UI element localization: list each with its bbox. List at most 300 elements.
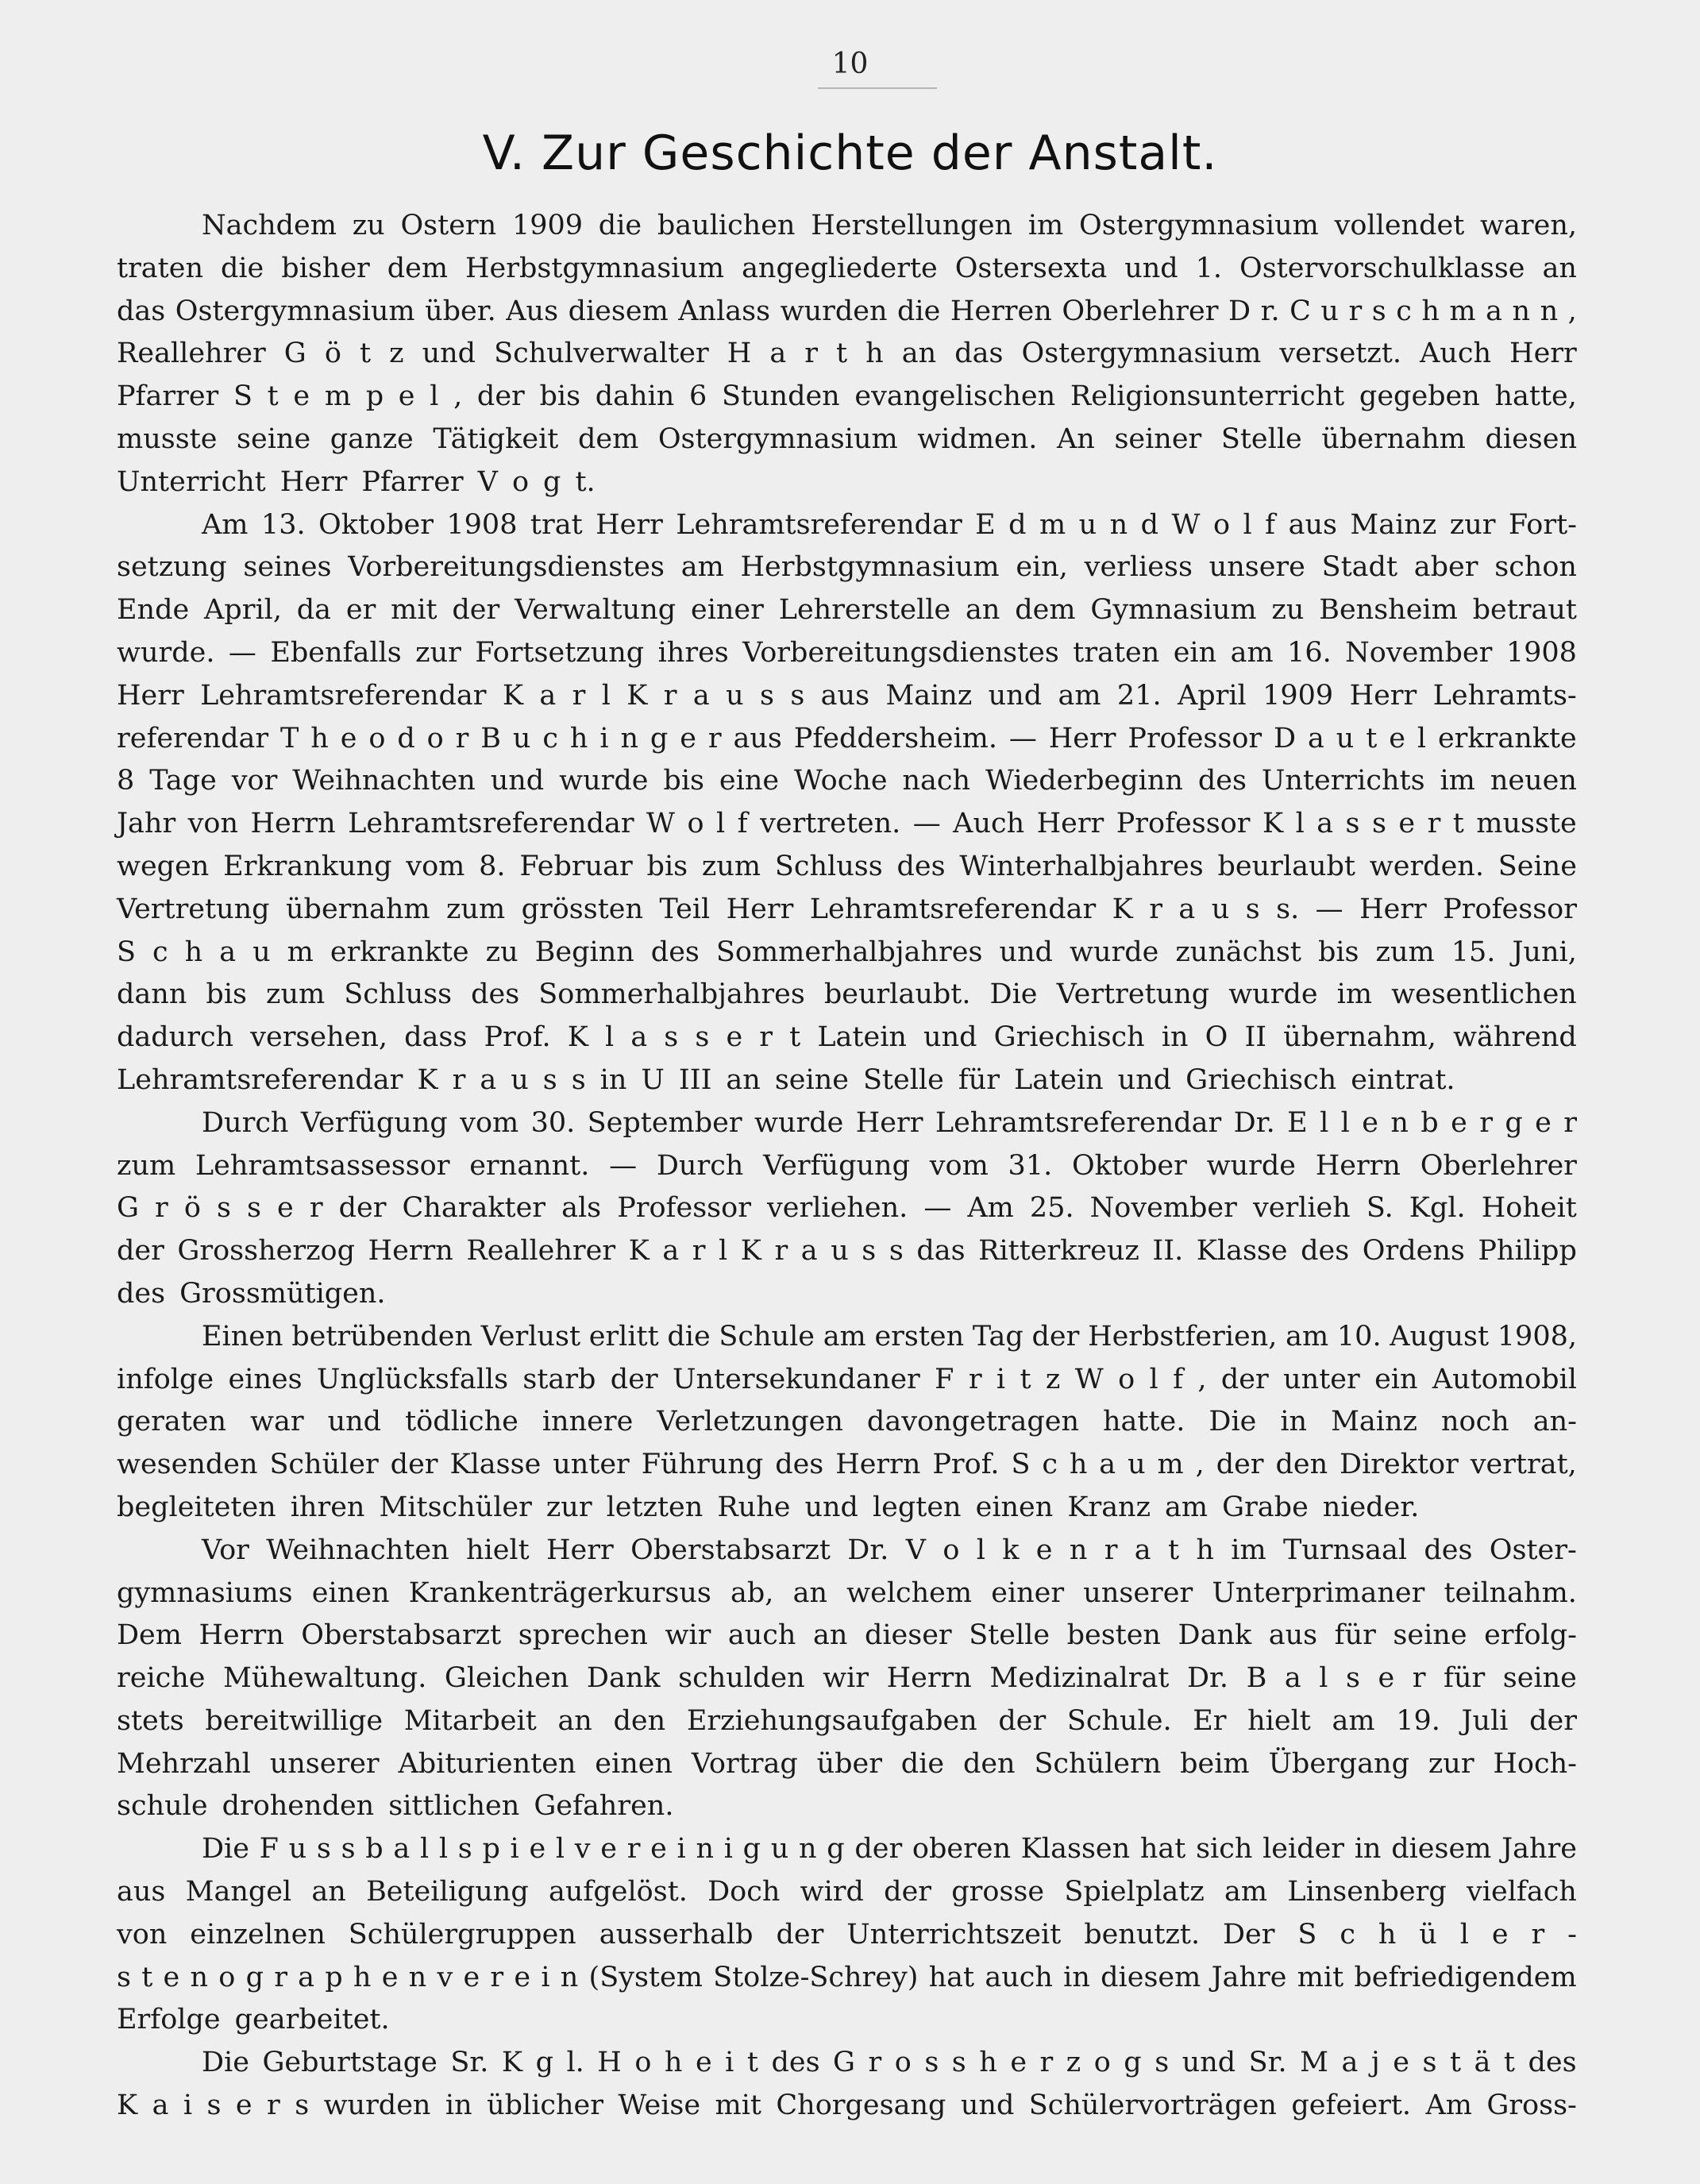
word: n <box>798 1833 817 1866</box>
word: m <box>287 936 314 968</box>
word: a <box>1486 295 1502 327</box>
word: September <box>587 1106 742 1139</box>
word: einer <box>991 1576 1065 1609</box>
word: n <box>1069 1534 1088 1566</box>
word: Oberstabsarzt <box>301 1619 502 1652</box>
word: Mitschüler <box>379 1491 532 1523</box>
word: m <box>1449 295 1476 327</box>
word: t <box>1449 2047 1462 2079</box>
word: Philipp <box>1478 1235 1577 1268</box>
word: s. <box>1276 893 1300 925</box>
word: im <box>1231 1534 1266 1566</box>
word: wesenden <box>117 1449 258 1481</box>
word: g <box>1505 1106 1523 1139</box>
word: t <box>1452 808 1464 840</box>
word: ä <box>1474 2047 1491 2079</box>
text-line <box>117 889 1577 932</box>
word: t <box>267 380 279 413</box>
word: wurde <box>1069 936 1159 968</box>
word: Führung <box>641 1449 764 1481</box>
word: Weihnachten <box>292 765 476 797</box>
word: e <box>600 1833 617 1866</box>
word: K <box>117 2089 138 2122</box>
word: e <box>1035 1534 1053 1566</box>
word: hielt <box>465 1534 530 1566</box>
word: bis <box>206 978 247 1011</box>
word: c <box>1396 295 1412 327</box>
word: e <box>463 1961 480 1993</box>
word: Doch <box>707 1876 781 1908</box>
word: Mehrzahl <box>117 1747 251 1780</box>
word: versetzt. <box>1279 338 1401 370</box>
text-line <box>117 1102 1577 1145</box>
word: e <box>1451 1106 1467 1139</box>
word: des <box>1301 1235 1350 1268</box>
word: und <box>490 765 545 797</box>
word: wir <box>823 1662 869 1695</box>
word: den <box>962 1747 1016 1780</box>
word: o <box>511 465 530 498</box>
word: r <box>868 2047 882 2079</box>
word: einer <box>690 594 764 627</box>
word: Professor <box>1443 893 1577 925</box>
word: S. <box>1366 1192 1394 1225</box>
word: s <box>316 1833 331 1866</box>
word: gearbeitet. <box>234 2004 390 2036</box>
word: T <box>280 722 299 754</box>
word: dem <box>577 423 639 455</box>
word: und <box>923 1021 977 1054</box>
page-number: 10 <box>831 48 869 80</box>
word: aus <box>733 722 782 754</box>
word: Latein <box>817 1021 907 1054</box>
word: erfolg- <box>1484 1619 1577 1652</box>
word: r <box>455 722 469 754</box>
word: b <box>1421 1106 1439 1139</box>
word: II <box>1244 1021 1267 1054</box>
word: neuen <box>1490 765 1577 797</box>
word: Lehramtsreferendar <box>809 893 1097 925</box>
word: Oberstabsarzt <box>630 1534 831 1566</box>
word: II. <box>1152 1235 1184 1268</box>
word: am <box>1058 679 1101 712</box>
word: ausserhalb <box>599 1918 754 1951</box>
word: s <box>117 1961 131 1993</box>
word: r <box>663 679 677 712</box>
word: Vor <box>202 1534 249 1566</box>
word: Nachdem <box>202 210 337 241</box>
text-line <box>117 803 1577 846</box>
word: r <box>1479 1106 1493 1139</box>
word: auch <box>985 1961 1053 1993</box>
word: m <box>1039 508 1066 541</box>
word: und <box>804 1491 858 1523</box>
word: übernahm <box>286 893 430 925</box>
word: 16. <box>1287 636 1332 669</box>
text-line <box>117 333 1577 376</box>
word: wurde <box>1228 978 1318 1011</box>
word: auch <box>727 1619 796 1652</box>
word: zunächst <box>1175 936 1301 968</box>
word: i <box>996 1363 1006 1395</box>
word: Beteiligung <box>366 1876 529 1908</box>
word: seine <box>237 423 311 455</box>
word: z <box>1045 1363 1061 1395</box>
word: a <box>219 936 237 968</box>
word: t <box>1503 2047 1515 2079</box>
word: mit <box>1297 1961 1344 1993</box>
word: Schluss <box>344 978 453 1011</box>
word: Herr <box>596 508 663 541</box>
word: wesentlichen <box>1391 978 1577 1011</box>
word: a <box>1316 808 1334 840</box>
word: vom <box>406 850 465 882</box>
text-line <box>117 1530 1577 1572</box>
word: Erziehungsaufgaben <box>686 1704 977 1737</box>
word: dem <box>387 252 449 284</box>
word: a <box>152 2089 169 2122</box>
word: betrübenden <box>291 1320 473 1352</box>
word: zur <box>545 1491 592 1523</box>
word: K <box>501 2047 523 2079</box>
word: o <box>1212 508 1231 541</box>
word: u <box>252 936 271 968</box>
word: April, <box>204 594 282 627</box>
word: einen <box>311 1576 390 1609</box>
word: von <box>117 1918 168 1951</box>
word: W <box>1171 508 1201 541</box>
word: Sommerhalbjahres <box>715 936 983 968</box>
text-line <box>117 2042 1577 2085</box>
word: wird <box>800 1876 864 1908</box>
word: eintrat. <box>1351 1063 1455 1096</box>
word: c <box>152 936 168 968</box>
word: t <box>1020 1363 1031 1395</box>
word: 25. <box>1029 1192 1074 1225</box>
word: e <box>277 1192 294 1225</box>
text-line <box>117 1657 1577 1700</box>
word: e <box>293 380 310 413</box>
word: Klassen <box>1020 1833 1131 1866</box>
word: Reallehrer <box>466 1235 616 1268</box>
word: u <box>1320 295 1339 327</box>
word: der <box>117 1235 164 1268</box>
word: r <box>759 1021 773 1054</box>
word: Unterricht <box>117 465 266 498</box>
word: noch <box>1440 1406 1509 1438</box>
word: widmen. <box>917 423 1038 455</box>
word: Herrn <box>368 1235 453 1268</box>
word: Grossmütigen. <box>179 1277 386 1310</box>
word: der <box>452 594 500 627</box>
word: M <box>1300 2047 1329 2079</box>
word: Lehramtsreferendar <box>200 679 487 712</box>
word: Unterrichts <box>1261 765 1425 797</box>
word: l <box>1243 508 1252 541</box>
word: ein <box>1173 636 1217 669</box>
word: unter <box>1283 1363 1360 1395</box>
word: n <box>1540 295 1559 327</box>
word: angegliederte <box>742 252 938 284</box>
word: i <box>725 2047 734 2079</box>
word: letzten <box>606 1491 704 1523</box>
word: August <box>1390 1320 1490 1352</box>
word: Unterrichtszeit <box>846 1918 1062 1951</box>
word: des <box>896 850 946 882</box>
word: D <box>1228 295 1251 327</box>
word: befriedigendem <box>1354 1961 1577 1993</box>
word: Woche <box>794 765 888 797</box>
word: o <box>218 1961 236 1993</box>
word: o <box>426 722 444 754</box>
word: zu <box>352 210 385 241</box>
word: l <box>1417 722 1427 754</box>
word: am <box>1165 1491 1209 1523</box>
word: Vorbereitungsdienstes <box>348 551 665 584</box>
word: November <box>1345 636 1493 669</box>
word: an- <box>1532 1406 1577 1438</box>
word: , <box>1197 1363 1207 1395</box>
word: F <box>259 1833 279 1866</box>
word: verliehen. <box>767 1192 908 1225</box>
word: der <box>1216 1449 1264 1481</box>
word: des <box>471 978 520 1011</box>
word: Die <box>1209 1406 1257 1438</box>
word: e <box>1389 722 1405 754</box>
word: Herbstgymnasium <box>465 252 725 284</box>
word: o <box>634 2047 652 2079</box>
word: Jahre <box>1211 1961 1287 1993</box>
word: Am <box>202 508 249 541</box>
word: vor <box>231 765 278 797</box>
word: setzung <box>117 551 227 584</box>
word: f <box>1173 1363 1184 1395</box>
word: grössten <box>521 893 644 925</box>
text-line <box>117 205 1577 248</box>
word: mit <box>715 2089 761 2122</box>
text-line <box>117 1572 1577 1615</box>
word: e <box>1398 808 1416 840</box>
word: wir <box>665 1619 711 1652</box>
text-line <box>117 932 1577 974</box>
word: Reallehrer <box>117 338 266 370</box>
word: Klasse <box>449 1449 542 1481</box>
word: z <box>1066 2047 1081 2079</box>
word: 6 <box>688 380 707 413</box>
word: K <box>1112 893 1133 925</box>
word: 8 <box>117 765 135 797</box>
word: H <box>727 338 752 370</box>
word: teilnahm. <box>1444 1576 1577 1609</box>
word: ö <box>324 338 341 370</box>
word: Auch <box>1420 338 1491 370</box>
word: Herbstferien, <box>1088 1320 1278 1352</box>
page-number-rule <box>818 87 937 89</box>
word: legten <box>872 1491 962 1523</box>
word: seine <box>1502 1662 1577 1695</box>
word: a <box>800 1235 818 1268</box>
word: g <box>827 1833 845 1866</box>
word: Dank <box>586 1662 661 1695</box>
word: s <box>695 1021 710 1054</box>
word: Lehramtsassessor <box>195 1149 450 1182</box>
word: a <box>662 1235 680 1268</box>
word: Die <box>202 1833 249 1866</box>
word: u <box>1128 1449 1146 1481</box>
word: benutzt. <box>1084 1918 1201 1951</box>
word: Klasse <box>1196 1235 1288 1268</box>
word: Spielplatz <box>1064 1876 1205 1908</box>
word: B <box>480 722 502 754</box>
word: Stadt <box>1321 551 1398 584</box>
word: den <box>1275 1449 1328 1481</box>
word: ersten <box>874 1320 965 1352</box>
word: s <box>247 1192 261 1225</box>
word: Herr <box>1359 893 1427 925</box>
word: Turnsaal <box>1282 1534 1408 1566</box>
word: Weihnachten <box>266 1534 449 1566</box>
word: Pfarrer <box>117 380 219 413</box>
word: der <box>998 1704 1047 1737</box>
word: an <box>792 1576 827 1609</box>
word: K <box>567 1021 588 1054</box>
word: b <box>365 1833 384 1866</box>
word: Vortrag <box>691 1747 798 1780</box>
word: r <box>1531 1918 1545 1951</box>
text-line <box>117 504 1577 547</box>
word: a <box>630 1021 648 1054</box>
word: beurlaubt. <box>823 978 971 1011</box>
word: 1908 <box>446 508 518 541</box>
word: r <box>968 1363 982 1395</box>
word: Griechisch <box>1185 1063 1337 1096</box>
text-line <box>117 1017 1577 1059</box>
word: t <box>789 1021 801 1054</box>
word: l <box>601 679 611 712</box>
word: während <box>1453 1021 1577 1054</box>
text-line <box>117 376 1577 419</box>
word: Übergang <box>1268 1747 1410 1780</box>
word: Teil <box>659 893 711 925</box>
word: evangelischen <box>854 380 1056 413</box>
word: F <box>935 1363 954 1395</box>
text-line <box>117 546 1577 589</box>
word: unter <box>553 1449 630 1481</box>
word: traten <box>1073 636 1160 669</box>
word: Seine <box>1498 850 1577 882</box>
word: Sr. <box>450 2047 489 2079</box>
text-line <box>117 846 1577 889</box>
word: Schülergruppen <box>348 1918 576 1951</box>
word: vertrat, <box>1470 1449 1577 1481</box>
word: der <box>1529 1704 1577 1737</box>
word: s <box>862 1235 877 1268</box>
word: r <box>155 1192 168 1225</box>
word: l <box>1319 1662 1328 1695</box>
word: Wiederbeginn <box>985 765 1183 797</box>
word: Erkrankung <box>223 850 392 882</box>
word: Ende <box>117 594 190 627</box>
word: ab, <box>730 1576 774 1609</box>
word: 1909 <box>511 210 584 241</box>
word: Lehramtsreferendar <box>676 508 962 541</box>
word: Herr <box>117 679 184 712</box>
word: Griechisch <box>993 1021 1145 1054</box>
word: e <box>1491 1918 1509 1951</box>
word: n <box>620 722 638 754</box>
word: diesem <box>568 295 669 327</box>
word: O <box>1205 1021 1228 1054</box>
word: s <box>542 1063 557 1096</box>
word: ihres <box>657 636 729 669</box>
word: e <box>695 2047 712 2079</box>
word: wurde. <box>117 636 215 669</box>
word: Mitarbeit <box>403 1704 537 1737</box>
word: Gymnasium <box>1090 594 1257 627</box>
word: K <box>740 1235 761 1268</box>
word: und <box>1124 252 1178 284</box>
word: ihren <box>290 1491 365 1523</box>
word: zu <box>485 936 518 968</box>
word: das <box>954 338 1004 370</box>
text-line <box>117 2085 1577 2128</box>
word: Prof. <box>932 1449 1000 1481</box>
word: Lehrerstelle <box>778 594 951 627</box>
word: e <box>529 1833 546 1866</box>
text-line <box>117 675 1577 718</box>
word: i <box>599 722 609 754</box>
word: die <box>897 295 941 327</box>
word: l <box>1149 1363 1158 1395</box>
word: der <box>1031 1320 1080 1352</box>
word: l <box>555 1833 565 1866</box>
word: u <box>831 1235 849 1268</box>
word: Tag <box>972 1320 1023 1352</box>
word: Dr. <box>1233 1106 1275 1139</box>
word: Latein <box>1014 1063 1104 1096</box>
word: an <box>901 338 937 370</box>
word: l <box>976 1534 985 1566</box>
word: g <box>535 2047 553 2079</box>
text-line <box>117 1273 1577 1316</box>
word: r <box>1427 808 1441 840</box>
word: z <box>389 338 404 370</box>
word: der <box>1220 1363 1269 1395</box>
word: e <box>1378 1662 1395 1695</box>
word: h <box>184 936 203 968</box>
word: gefeiert. <box>1291 2089 1412 2122</box>
word: k <box>1002 1534 1020 1566</box>
word: Ordens <box>1362 1235 1465 1268</box>
word: an <box>311 1876 346 1908</box>
word: r <box>309 1192 323 1225</box>
word: Einen <box>202 1320 283 1352</box>
word: e <box>163 1961 180 1993</box>
word: starb <box>522 1363 596 1395</box>
word: Mainz <box>1350 508 1437 541</box>
word: l <box>1340 1106 1350 1139</box>
word: a <box>539 679 557 712</box>
word: unserer <box>269 1747 380 1780</box>
word: aufgelöst. <box>548 1876 688 1908</box>
word: da <box>296 594 332 627</box>
word: s <box>924 2047 939 2079</box>
word: zum <box>445 893 506 925</box>
word: zum <box>701 850 761 882</box>
word: vielfach <box>1467 1876 1577 1908</box>
word: r <box>774 1235 788 1268</box>
word: a <box>1308 722 1324 754</box>
